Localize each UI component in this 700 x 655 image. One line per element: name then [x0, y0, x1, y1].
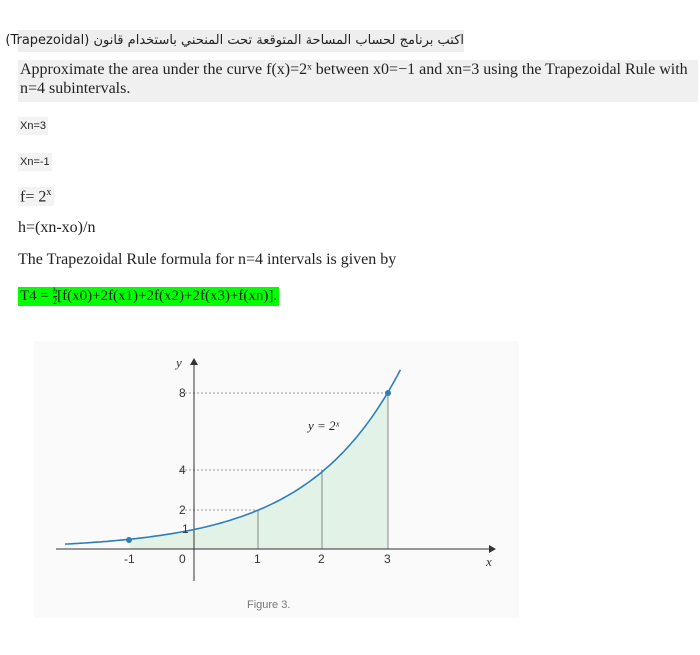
x0-value: Xn=-1	[18, 153, 52, 171]
function-base: f= 2	[20, 188, 47, 206]
formula-lhs: T4 =	[20, 287, 49, 304]
function-definition	[18, 187, 54, 206]
fraction-denominator: 2	[52, 296, 58, 306]
fraction-numerator: h	[52, 286, 58, 296]
x-tick-0: 0	[179, 552, 186, 566]
y-axis-label: y	[176, 355, 182, 370]
y-tick-1: 1	[182, 522, 189, 536]
xn-value: Xn=3	[18, 117, 48, 135]
trapezoidal-formula	[18, 287, 279, 306]
x-tick-1: 1	[254, 552, 261, 566]
formula-rhs: [f(x0)+2f(x1)+2f(x2)+2f(x3)+f(xn)].	[57, 287, 278, 304]
problem-statement: Approximate the area under the curve f(x)=2ˣ between x0=−1 and xn=3 using the Trapezoidal Rule with n=4 subintervals.	[18, 60, 698, 102]
point-x-1	[126, 537, 132, 543]
y-tick-2: 2	[179, 503, 186, 517]
curve-label: y = 2ˣ	[308, 418, 340, 433]
y-tick-4: 4	[179, 463, 186, 477]
figure-caption: Figure 3.	[247, 599, 291, 611]
step-size-definition: h=(xn-xo)/n	[18, 219, 96, 236]
x-tick--1: -1	[124, 552, 135, 566]
x-tick-2: 2	[318, 552, 325, 566]
x-tick-3: 3	[384, 552, 391, 566]
arabic-title: اكتب برنامج لحساب المساحة المتوقعة تحت المنحني باستخدام قانون (Trapezoidal)	[18, 30, 464, 52]
point-x3	[385, 390, 391, 396]
trapezoid-figure	[34, 341, 519, 618]
x-axis-label: x	[486, 554, 492, 569]
y-tick-8: 8	[179, 386, 186, 400]
figure-background	[34, 341, 519, 618]
formula-intro: The Trapezoidal Rule formula for n=4 intervals is given by	[18, 251, 397, 268]
function-exponent: x	[46, 187, 52, 198]
